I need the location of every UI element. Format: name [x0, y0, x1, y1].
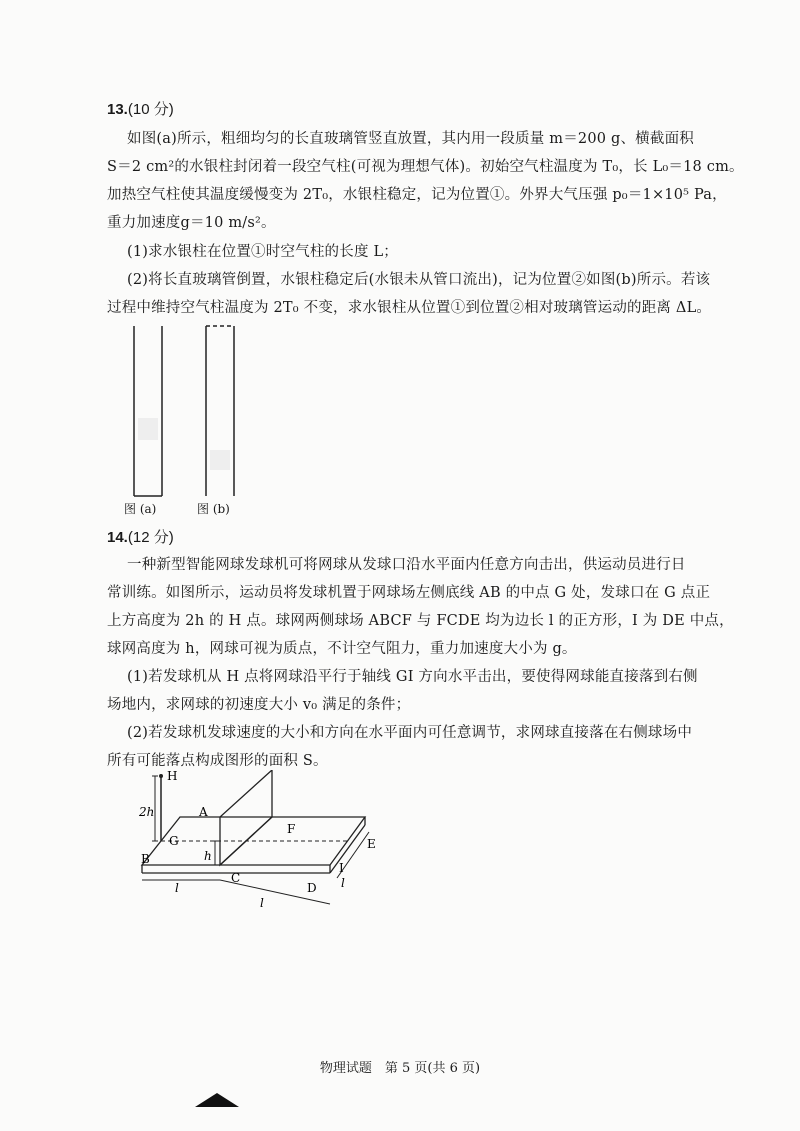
- q13-line-1: 如图(a)所示，粗细均匀的长直玻璃管竖直放置，其内用一段质量 m＝200 g、横截面积: [127, 131, 694, 147]
- launch-point-H: [159, 774, 163, 778]
- figure-b-caption: 图 (b): [197, 502, 230, 516]
- q14-line-4: 球网高度为 h，网球可视为质点，不计空气阻力，重力加速度大小为 g。: [107, 641, 577, 657]
- label-F: F: [287, 822, 296, 836]
- label-l-3: l: [341, 876, 345, 890]
- label-l-1: l: [175, 881, 179, 895]
- label-B: B: [141, 852, 150, 866]
- label-I: I: [339, 861, 344, 875]
- q13-line-2: S＝2 cm²的水银柱封闭着一段空气柱(可视为理想气体)。初始空气柱温度为 T₀，长 L₀＝18 cm。: [107, 159, 744, 175]
- q14-points: (12 分): [127, 529, 174, 546]
- mercury-column-b: [210, 450, 230, 470]
- label-2h: 2h: [139, 805, 155, 819]
- q13-line-5: (1)求水银柱在位置①时空气柱的长度 L；: [127, 244, 398, 260]
- label-h: h: [204, 849, 212, 863]
- mercury-column-a: [138, 418, 158, 440]
- q13-header: [107, 98, 174, 119]
- tube-b: [206, 326, 234, 496]
- tube-a: [134, 326, 162, 496]
- q14-line-5: (1)若发球机从 H 点将网球沿平行于轴线 GI 方向水平击出，要使得网球能直接落到右侧: [127, 669, 698, 685]
- q14-line-3: 上方高度为 2h 的 H 点。球网两侧球场 ABCF 与 FCDE 均为边长 l 的正方形，I 为 DE 中点，: [107, 613, 734, 629]
- q14-line-2: 常训练。如图所示，运动员将发球机置于网球场左侧底线 AB 的中点 G 处，发球口在 G 点正: [107, 585, 711, 601]
- q14-line-7: (2)若发球机发球速度的大小和方向在水平面内可任意调节，求网球直接落在右侧球场中: [127, 725, 693, 741]
- q14-line-1: 一种新型智能网球发球机可将网球从发球口沿水平面内任意方向击出，供运动员进行日: [127, 557, 686, 573]
- label-G: G: [169, 834, 179, 848]
- label-H: H: [167, 770, 178, 783]
- q13-line-6: (2)将长直玻璃管倒置，水银柱稳定后(水银未从管口流出)，记为位置②如图(b)所示。若该: [127, 272, 711, 288]
- q13-line-3: 加热空气柱使其温度缓慢变为 2T₀，水银柱稳定，记为位置①。外界大气压强 p₀＝1×10⁵ Pa，: [107, 187, 727, 203]
- q14-line-8: 所有可能落点构成图形的面积 S。: [107, 753, 328, 769]
- q13-figure-tubes: [120, 320, 260, 500]
- label-l-2: l: [260, 896, 264, 910]
- label-C: C: [231, 871, 241, 885]
- q13-line-4: 重力加速度g＝10 m/s²。: [107, 215, 276, 231]
- q13-number: 13.: [107, 101, 128, 118]
- page-footer: 物理试题 第 5 页(共 6 页): [319, 1061, 481, 1076]
- q14-number: 14.: [107, 529, 128, 546]
- label-E: E: [367, 837, 376, 851]
- q14-figure-court: [125, 770, 395, 915]
- label-D: D: [307, 881, 317, 895]
- figure-a-caption: 图 (a): [124, 502, 157, 516]
- q13-points: (10 分): [127, 101, 174, 118]
- label-A: A: [199, 805, 208, 819]
- q14-header: [107, 526, 174, 547]
- q14-line-6: 场地内，求网球的初速度大小 v₀ 满足的条件；: [107, 697, 411, 713]
- page-turn-triangle-icon: [195, 1093, 239, 1107]
- q13-line-7: 过程中维持空气柱温度为 2T₀ 不变，求水银柱从位置①到位置②相对玻璃管运动的距离 ΔL。: [107, 300, 712, 316]
